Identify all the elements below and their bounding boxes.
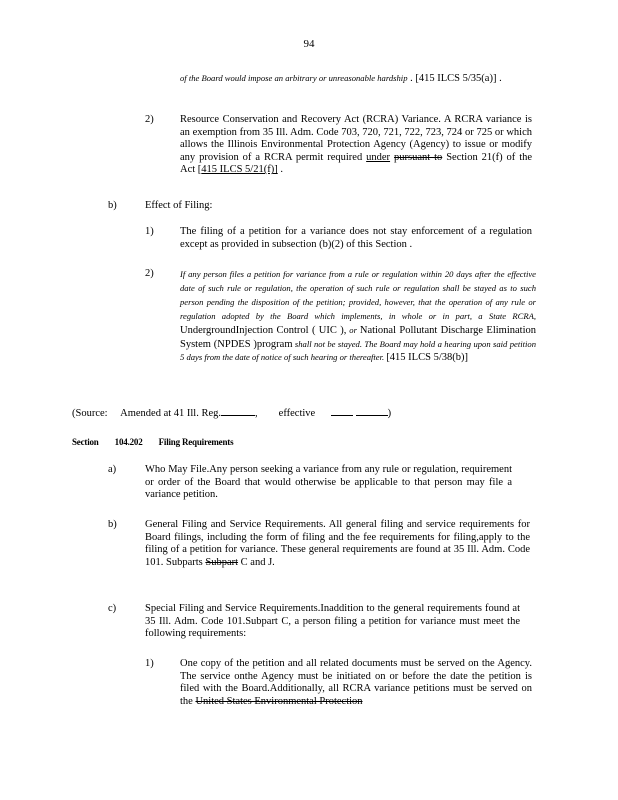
source-close: ) bbox=[387, 408, 392, 419]
inserted-text: under bbox=[366, 151, 391, 163]
subsection-b1-text: The filing of a petition for a variance does not stay enforcement of a regulation except as provided in subsection (b)(2) of this Section . bbox=[180, 226, 532, 250]
item-label: b) bbox=[108, 519, 117, 530]
paragraph-text: C and J. bbox=[240, 556, 275, 568]
blank-line bbox=[221, 415, 255, 416]
statutory-quote: If any person files a petition for variance from a rule or regulation within 20 days after the effective date of such rule or regulation, the operation of such rule or regulation shall be stayed as to such person pending the disposition of the petition; provided, however, that the operation of any rule or regulation adopted by the Board which implements, in whole or in part, a State RCRA, bbox=[180, 269, 536, 321]
item-label: c) bbox=[108, 603, 117, 614]
item-label: 1) bbox=[145, 226, 154, 237]
paragraph-text: Section 21(f) of the Act [ bbox=[180, 151, 533, 176]
statutory-quote: or bbox=[349, 324, 357, 335]
subsection-special-filing: Special Filing and Service Requirements.Inaddition to the general requirements found at 35 Ill. Adm. Code 101.Subpart C, a person filing a petition for variance must meet the following requirements: bbox=[145, 603, 520, 640]
paragraph-text: One copy of the petition and all related documents must be served on the Agency. The service onthe Agency must be initiated on or before the date the petition is filed with the Board.Additionally, all RCRA variance petitions must be served on the bbox=[180, 658, 532, 707]
item-label: a) bbox=[108, 464, 117, 475]
program-name: National Pollutant Discharge Elimination System (NPDES )program bbox=[180, 324, 537, 350]
section-heading bbox=[72, 437, 247, 447]
subsection-a2-rcra-variance bbox=[180, 114, 532, 177]
subsection-b-title: Effect of Filing: bbox=[145, 200, 213, 211]
paragraph-text: General Filing and Service Requirements. All general filing and service requirements for Board filings, including the form of filing and the fee requirements for filing,apply to the filing of a petition for variance. These general requirements are found at 35 Ill. Adm. Code 101. Subparts bbox=[145, 519, 530, 568]
citation: [415 ILCS 5/38(b)] bbox=[386, 352, 468, 364]
section-title: Filing Requirements bbox=[158, 437, 234, 447]
source-effective: effective bbox=[278, 408, 316, 419]
source-prefix: (Source: bbox=[72, 408, 108, 419]
section-number: 104.202 bbox=[114, 437, 143, 447]
subsection-b2-stay bbox=[180, 268, 536, 365]
citation: . [415 ILCS 5/35(a)] . bbox=[410, 73, 502, 84]
statutory-quote: shall not be stayed. The Board may hold a hearing upon said petition 5 days from the date of notice of such hearing or thereafter. bbox=[180, 338, 536, 363]
item-label: 2) bbox=[145, 114, 154, 125]
subsection-a1-tail bbox=[180, 72, 532, 86]
citation: 415 ILCS 5/21(f)] bbox=[201, 164, 278, 176]
item-label: b) bbox=[108, 200, 117, 211]
subsection-general-filing bbox=[145, 519, 530, 569]
page-number: 94 bbox=[303, 38, 315, 50]
deleted-text: United States Environmental Protection bbox=[195, 695, 363, 707]
item-label: 2) bbox=[145, 268, 154, 279]
deleted-text: pursuant to bbox=[394, 151, 443, 163]
paragraph-end: . bbox=[280, 164, 283, 176]
program-name: UndergroundInjection Control ( UIC ), bbox=[180, 324, 347, 336]
statutory-quote: of the Board would impose an arbitrary or unreasonable hardship bbox=[180, 73, 408, 83]
subsection-who-may-file: Who May File.Any person seeking a variance from any rule or regulation, requirement or order of the Board that would otherwise be applicable to that person may file a variance petition. bbox=[145, 464, 512, 501]
source-note: (Source: Amended at 41 Ill. Reg. , effective ) bbox=[72, 408, 392, 419]
paragraph-text: Resource Conservation and Recovery Act (RCRA) Variance. A RCRA variance is an exemption from 35 Ill. Adm. Code 703, 720, 721, 722, 723, 724 or 725 or which allows the Illinois Environmental Protection Agency (Agency) to issue or modify any provision of a RCRA permit required bbox=[180, 114, 532, 163]
source-amended: Amended at 41 Ill. Reg. bbox=[120, 408, 222, 419]
deleted-text: Subpart bbox=[205, 556, 239, 568]
subsection-service-on-agency bbox=[180, 658, 532, 708]
section-word: Section bbox=[72, 437, 99, 447]
blank-line bbox=[356, 415, 388, 416]
blank-line bbox=[331, 415, 353, 416]
item-label: 1) bbox=[145, 658, 154, 669]
